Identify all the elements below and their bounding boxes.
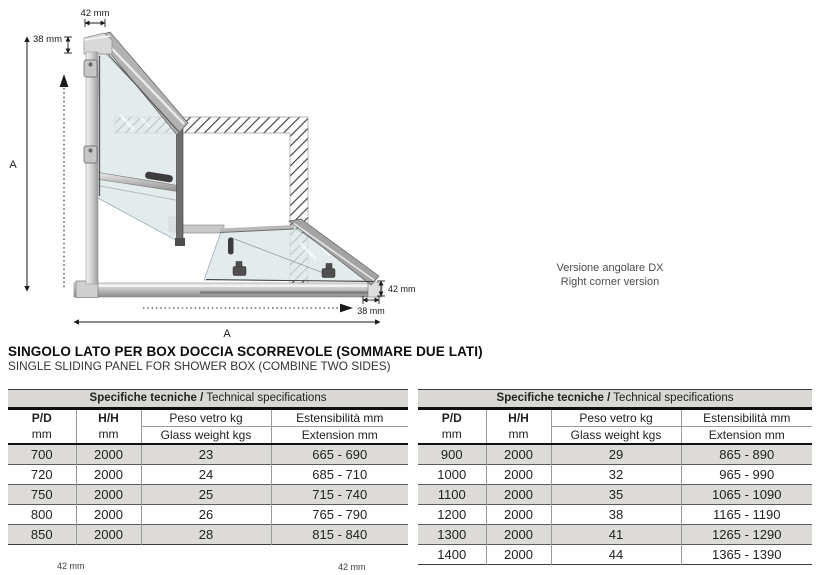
table-title: Specifiche tecniche / Technical specifications <box>418 390 812 409</box>
footnote-dim-left: 42 mm <box>57 561 85 571</box>
dim-cap-height-label: 38 mm <box>32 34 62 45</box>
spec-cell: 44 <box>551 545 681 565</box>
spec-cell: 2000 <box>486 444 551 465</box>
spec-row <box>8 525 408 545</box>
dim-top-width-label: 42 mm <box>80 8 110 19</box>
wall-post <box>86 52 98 284</box>
spec-table-right-body <box>418 444 812 565</box>
bottom-rail <box>74 281 382 297</box>
spec-row <box>418 545 812 565</box>
spec-cell: 26 <box>141 505 271 525</box>
col-header-pd: P/D mm <box>418 409 486 445</box>
spec-cell: 700 <box>8 444 76 465</box>
spec-cell: 32 <box>551 465 681 485</box>
spec-row <box>418 505 812 525</box>
spec-row <box>418 444 812 465</box>
col-header-pd: P/D mm <box>8 409 76 445</box>
col-header-hh: H/H mm <box>76 409 141 445</box>
spec-cell: 2000 <box>76 444 141 465</box>
spec-cell: 750 <box>8 485 76 505</box>
spec-cell: 685 - 710 <box>271 465 408 485</box>
lower-door-handle <box>228 238 234 255</box>
col-header-extension: Estensibilità mm Extension mm <box>271 409 408 445</box>
col-header-extension: Estensibilità mm Extension mm <box>681 409 812 445</box>
footnote-dim-right: 42 mm <box>338 562 366 572</box>
spec-cell: 2000 <box>76 505 141 525</box>
spec-cell: 800 <box>8 505 76 525</box>
version-line-en: Right corner version <box>560 276 660 288</box>
spec-cell: 2000 <box>486 525 551 545</box>
spec-cell: 1365 - 1390 <box>681 545 812 565</box>
spec-table-left-body <box>8 444 408 545</box>
spec-cell: 35 <box>551 485 681 505</box>
spec-cell: 2000 <box>76 525 141 545</box>
spec-cell: 665 - 690 <box>271 444 408 465</box>
spec-cell: 2000 <box>486 545 551 565</box>
spec-cell: 1065 - 1090 <box>681 485 812 505</box>
version-line-it: Versione angolare DX <box>556 262 664 274</box>
spec-cell: 2000 <box>76 465 141 485</box>
spec-table-right <box>418 389 812 565</box>
spec-cell: 29 <box>551 444 681 465</box>
spec-cell: 1165 - 1190 <box>681 505 812 525</box>
shower-corner-diagram <box>0 0 500 345</box>
dim-width-a-label: A <box>223 328 231 340</box>
spec-cell: 850 <box>8 525 76 545</box>
spec-cell: 1200 <box>418 505 486 525</box>
spec-cell: 28 <box>141 525 271 545</box>
dim-rail-offset-label: 38 mm <box>357 306 385 316</box>
spec-cell: 2000 <box>486 465 551 485</box>
column-header-row <box>418 409 812 445</box>
spec-cell: 1400 <box>418 545 486 565</box>
spec-cell: 815 - 840 <box>271 525 408 545</box>
col-header-glass-weight: Peso vetro kg Glass weight kgs <box>551 409 681 445</box>
spec-cell: 1265 - 1290 <box>681 525 812 545</box>
spec-cell: 1000 <box>418 465 486 485</box>
spec-row <box>8 505 408 525</box>
spec-cell: 765 - 790 <box>271 505 408 525</box>
spec-cell: 2000 <box>486 505 551 525</box>
table-title-row <box>8 390 408 409</box>
col-header-glass-weight: Peso vetro kg Glass weight kgs <box>141 409 271 445</box>
section-title: SINGOLO LATO PER BOX DOCCIA SCORREVOLE (SOMMARE DUE LATI) <box>8 344 483 359</box>
spec-cell: 38 <box>551 505 681 525</box>
spec-cell: 720 <box>8 465 76 485</box>
spec-row <box>8 465 408 485</box>
spec-cell: 23 <box>141 444 271 465</box>
spec-cell: 865 - 890 <box>681 444 812 465</box>
table-title-row <box>418 390 812 409</box>
spec-cell: 2000 <box>76 485 141 505</box>
spec-table-left <box>8 389 408 545</box>
col-header-hh: H/H mm <box>486 409 551 445</box>
spec-cell: 41 <box>551 525 681 545</box>
spec-row <box>418 485 812 505</box>
spec-cell: 1300 <box>418 525 486 545</box>
spec-cell: 965 - 990 <box>681 465 812 485</box>
spec-row <box>8 444 408 465</box>
dim-height-a-label: A <box>9 159 17 171</box>
spec-cell: 24 <box>141 465 271 485</box>
spec-row <box>418 525 812 545</box>
section-subtitle: SINGLE SLIDING PANEL FOR SHOWER BOX (COMBINE TWO SIDES) <box>8 359 391 373</box>
spec-cell: 900 <box>418 444 486 465</box>
column-header-row <box>8 409 408 445</box>
spec-cell: 2000 <box>486 485 551 505</box>
dim-rail-height-label: 42 mm <box>388 284 416 294</box>
version-note <box>525 261 695 289</box>
spec-cell: 25 <box>141 485 271 505</box>
top-cap <box>84 33 112 54</box>
spec-row <box>8 485 408 505</box>
spec-cell: 715 - 740 <box>271 485 408 505</box>
spec-row <box>418 465 812 485</box>
table-title: Specifiche tecniche / Technical specifications <box>8 390 408 409</box>
spec-cell: 1100 <box>418 485 486 505</box>
